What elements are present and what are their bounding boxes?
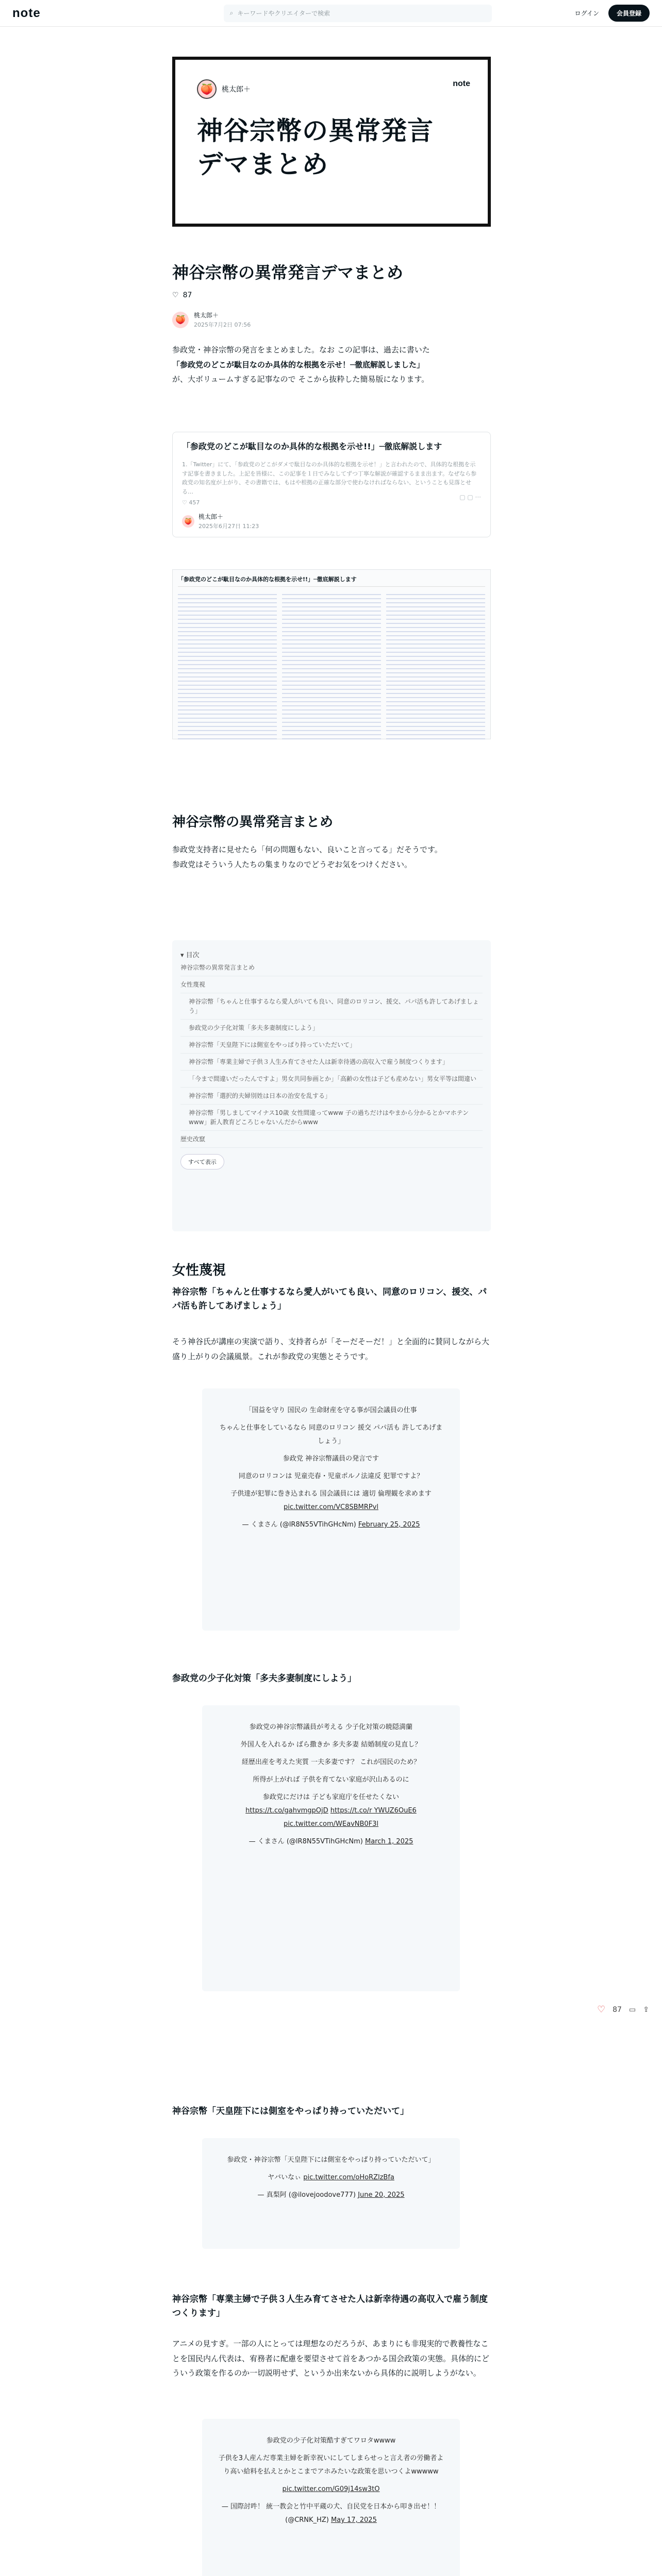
tweet-link[interactable]: pic.twitter.com/oHoRZlzBfa [303,2174,394,2181]
toc-item[interactable]: 神谷宗幣「専業主婦で子供３人生み育てさせた人は新幸待遇の高収入で雇う制度つくります」 [180,1054,483,1071]
cover-image [172,57,491,227]
heart-icon[interactable]: ♡ [597,2004,606,2015]
embed-description: 1.「Twitter」にて、「参政党のどこがダメで駄目なのか具体的な根拠を示せ！」と言われたので、具体的な根拠を示す記事を書きました。上記を皆様に、この記事を１日でみなしてずつ丁寧な解説が確認するまま出ます。なぜなら参政党の知名度が上がり、その書籍では、もはや根拠の正確な部分で使わなければならない、ということも見落とせる… [182,461,477,495]
body-text-p: そう神谷氏が講座の実演で語り、支持者らが「そーだそーだ！」と全面的に賛同しながら大盛り上がりの会議風景。これが参政党の実態とそうです。 [172,1337,490,1361]
tweet-text: 外国人を入れるか ばら撒きか 多夫多妻 結婚制度の見直し？ [240,1741,422,1749]
tweet-text: 同意のロリコンは 児童売春・児童ポルノ法違反 犯罪ですよ？ [238,1472,424,1480]
subheading-text: 参政党の少子化対策「多夫多妻制度にしよう」 [172,1673,356,1684]
tweet-date-link[interactable]: March 1, 2025 [365,1838,413,1845]
body-text [172,2336,491,2381]
toc-item[interactable]: 神谷宗幣「選択的夫婦別姓は日本の治安を乱する」 [180,1088,483,1105]
subheading [172,2105,491,2119]
tweet-text: 経歴出産を考えた実質 一夫多妻です？ これが国民のため？ [241,1758,421,1766]
comment-icon[interactable]: ▭ [628,2005,636,2014]
body-text-p: アニメの見すぎ。一部の人にとっては理想なのだろうが、あまりにも非現実的で教養性なことを国民内ん代表は、宥務者に配慮を要望させて首をあつかる国会政策の実態。具体的にどういう政策を作るのか一切説明せず、というか出来ないから具体的に説明しようがない。 [172,2339,490,2378]
section-heading-text: 神谷宗幣の異常発言まとめ [172,815,334,830]
tweet-link[interactable]: https://t.co/gahvmgpOjD [245,1807,328,1815]
note-logo[interactable]: note [12,6,41,20]
tweet-text: ヤバいなぃ pic.twitter.com/oHoRZlzBfa [268,2174,394,2181]
subheading [172,2293,491,2320]
author-info[interactable] [172,311,491,329]
embed-actions[interactable]: ▢ ▢ ··· [459,494,481,501]
embedded-tweet[interactable] [202,1705,460,1991]
embed-date: 2025年6月27日 11:23 [198,523,259,530]
intro-text: が、大ボリュームすぎる記事なので そこから抜粋した簡易版になります。 [172,375,429,384]
cover-title-line: デマまとめ [197,149,328,179]
avatar: 🍑 [182,515,194,528]
avatar[interactable]: 🍑 [172,312,189,328]
screenshot-text-column [386,591,485,740]
toc-item[interactable]: 歴史改竄 [180,1131,483,1148]
body-text [172,1334,491,1364]
like-count[interactable] [172,291,491,299]
embed-like-count: ♡ 457 [182,499,200,506]
peach-avatar-icon: 🍑 [197,79,217,99]
body-text: 参政党はそういう人たちの集まりなのでどうぞお気をつけください。 [172,859,412,869]
share-icon[interactable]: ⇪ [643,2005,649,2014]
toc-heading[interactable]: ▾ 目次 [180,952,200,959]
embedded-tweet[interactable] [202,2138,460,2249]
embed-author [182,512,481,530]
embedded-tweet[interactable] [202,1388,460,1631]
tweet-signature: — くまさん (@lR8N55VTihGHcNm) March 1, 2025 [249,1838,413,1845]
article-screenshot-image [172,569,491,739]
tweet-text: 参政党の少子化対策酷すぎてワロタwwww [266,2437,396,2445]
tweet-signature: — 真梨阿 (@ilovejoodove777) June 20, 2025 [257,2191,405,2199]
heart-icon[interactable]: ♡ [172,291,179,299]
toc-item[interactable]: 神谷宗幣「男しましてマイナス10歳 女性間違ってwww 子の過ちだけはやまから分かるとかマホテンwww」新人教育どころじゃないんだからwww [180,1105,483,1131]
tweet-date-link[interactable]: May 17, 2025 [330,2516,377,2524]
subheading-text: 神谷宗幣「天皇陛下には側室をやっぱり持っていただいて」 [172,2106,409,2116]
screenshot-text-column [282,591,381,740]
toc-item[interactable]: 神谷宗幣「ちゃんと仕事するなら愛人がいても良い、同意のロリコン、援交、パパ活も許してあげましょう」 [180,993,483,1020]
floating-action-bar [597,2004,649,2015]
embed-title[interactable]: 「参政党のどこが駄目なのか具体的な根拠を示せ!!」─徹底解説します [182,442,442,451]
subheading [172,1672,491,1686]
cover-brand: note [453,79,470,88]
search-input[interactable] [224,5,492,22]
cover-author [197,79,466,99]
tweet-text [218,2483,444,2496]
login-link[interactable]: ログイン [574,10,599,17]
embed-author-name: 桃太郎＋ [198,513,224,521]
body-text: 参政党支持者に見せたら「何の問題もない、良いこと言ってる」だそうです。 [172,845,442,854]
intro-text-bold: 「参政党のどこが駄目なのか具体的な根拠を示せ！─徹底解説しました」 [172,360,425,369]
section-heading-text: 女性蔑視 [172,1263,226,1278]
tweet-signature: — 国際討吽！ 統一教会と竹中平蔵の犬、自民党を日本から叩き出せ！！ (@CRNK_HZ) May 17, 2025 [221,2503,441,2524]
tweet-text: 所得が上がれば 子供を育てない家庭が沢山あるのに [253,1776,409,1784]
section-heading [172,1260,491,1279]
subheading-text: 神谷宗幣「専業主婦で子供３人生み育てさせた人は新幸待遇の高収入で雇う制度つくります」 [172,2294,488,2319]
toc-item[interactable]: 神谷宗幣の異常発言まとめ [180,959,483,976]
tweet-link[interactable]: https://t.co/r YWUZ6OuE6 [330,1807,417,1815]
cover-title-line: 神谷宗幣の異常発言 [197,116,434,146]
section-heading [172,811,491,831]
top-navigation-bar [0,0,662,27]
cover-author-name: 桃太郎＋ [222,86,251,94]
toc-list [180,959,483,1148]
toc-item[interactable]: 神谷宗幣「天皇陛下には側室をやっぱり持っていただいて」 [180,1037,483,1054]
tweet-link[interactable]: pic.twitter.com/WEavNB0F3l [283,1820,379,1828]
tweet-link[interactable]: pic.twitter.com/G09j14sw3tO [282,2485,380,2493]
signup-button[interactable]: 会員登録 [608,5,650,22]
tweet-text: 「国益を守り 国民の 生命財産を守る事が国会議員の仕事 [245,1406,417,1414]
toc-heading-text: 目次 [186,952,200,959]
toc-item[interactable]: 「今まで間違いだったんですよ」男女共同参画とか」「高齢の女性は子ども産めない」男女平等は間違い [180,1071,483,1088]
search-placeholder: キーワードやクリエイターで検索 [237,10,330,17]
floating-like-count: 87 [613,2005,622,2014]
author-name[interactable]: 桃太郎＋ [194,312,219,319]
article-title: 神谷宗幣の異常発言デマまとめ [172,263,404,282]
toc-item[interactable]: 女性蔑視 [180,976,483,993]
subheading [172,1285,491,1313]
tweet-text: 子供達が犯罪に巻き込まれる 国会議員には 適切 倫理観を求めます pic.twitter.com/VC8SBMRPvl [230,1490,432,1511]
publish-date: 2025年7月2日 07:56 [194,321,251,328]
cover-title [197,114,466,181]
screenshot-heading: 「参政党のどこが駄目なのか具体的な根拠を示せ!!」─徹底解説します [178,575,485,587]
tweet-link[interactable]: pic.twitter.com/VC8SBMRPvl [284,1503,378,1511]
embedded-tweet[interactable] [202,2419,460,2576]
toc-item[interactable]: 参政党の少子化対策「多夫多妻制度にしよう」 [180,1020,483,1037]
tweet-text: 参政党 神谷宗幣議員の発言です [283,1455,379,1463]
tweet-text: 参政党の神谷宗幣議員が考える 少子化対策の暁隠満蘭 [249,1723,413,1731]
tweet-text: 子供を3人産んだ専業主婦を新幸祝いにしてしまらせっと言え者の労働者より高い給料を払えとかとこまでアホみたいな政策を思いつくよwwwww [218,2454,444,2476]
tweet-text: 参政党にだけは 子ども家庭庁を任せたくない https://t.co/gahvmgpOjD https://t.co/r YWUZ6OuE6 pic.twitter.com/WEavNB0F3l [245,1793,417,1828]
section-body [172,842,491,872]
tweet-signature: — くまさん (@lR8N55VTihGHcNm) February 25, 2025 [242,1521,420,1529]
toc-show-all-button[interactable]: すべて表示 [180,1154,224,1170]
tweet-text: 参政党・神谷宗幣「天皇陛下には側室をやっぱり持っていただいて」 [227,2156,435,2164]
tweet-text: ちゃんと仕事をしているなら 同意のロリコン 援交 パパ活も 許してあげましょう」 [219,1424,443,1445]
table-of-contents [172,940,491,1231]
subheading-text: 神谷宗幣「ちゃんと仕事するなら愛人がいても良い、同意のロリコン、援交、パパ活も許してあげましょう」 [172,1287,487,1312]
screenshot-text-column [178,591,277,740]
search-icon: ⌕ [229,9,234,16]
tweet-date-link[interactable]: June 20, 2025 [358,2191,405,2199]
like-count-value: 87 [183,291,192,299]
tweet-date-link[interactable]: February 25, 2025 [358,1521,420,1529]
intro [172,343,491,387]
intro-text: 参政党・神谷宗幣の発言をまとめました。なお この記事は、過去に書いた [172,345,430,354]
embedded-article-card[interactable] [172,432,491,537]
